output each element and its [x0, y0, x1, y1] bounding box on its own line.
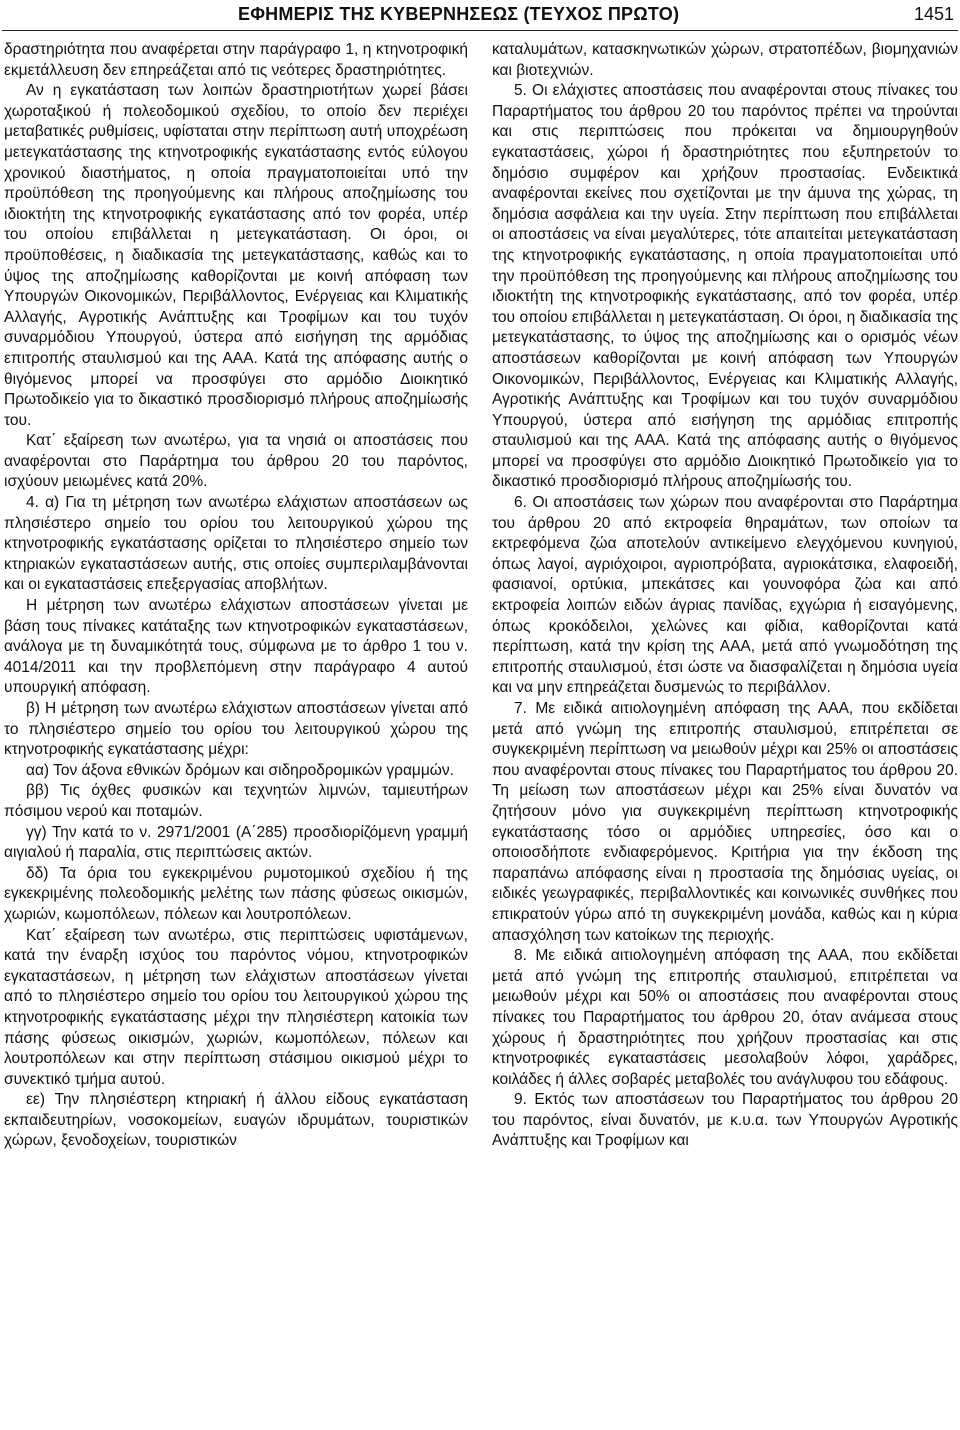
- paragraph: Κατ΄ εξαίρεση των ανωτέρω, στις περιπτώσεις υφιστάμενων, κατά την έναρξη ισχύος του παρόντος νόμου, κτηνοτροφικών εγκαταστάσεων, η μέτρηση των ελάχιστων αποστάσεων γίνεται από το πλησιέστερο σημείο του ορίου του λειτουργικού χώρου της κτηνοτροφικής εγκατάστασης μέχρι την πλησιέστερη κατοικία των πάσης φύσεως οικισμών, χωριών, κωμοπόλεων, πόλεων και λουτροπόλεων και στην περίπτωση στάσιμου οικισμού μέχρι το συνεκτικό τμήμα αυτού.: [4, 926, 468, 1088]
- paragraph: εε) Την πλησιέστερη κτηριακή ή άλλου είδους εγκατάσταση εκπαιδευτηρίων, νοσοκομείων, ευαγών ιδρυμάτων, τουριστικών χώρων, ξενοδοχείων, τουριστικών: [4, 1091, 468, 1150]
- paragraph: 9. Εκτός των αποστάσεων του Παραρτήματος του άρθρου 20 του παρόντος, είναι δυνατόν, με κ.υ.α. των Υπουργών Αγροτικής Ανάπτυξης και Τροφίμων και: [492, 1091, 958, 1150]
- page-header: [0, 0, 960, 34]
- paragraph: δραστηριότητα που αναφέρεται στην παράγραφο 1, η κτηνοτροφική εκμετάλλευση δεν επηρεάζεται από τις νεότερες δραστηριότητες.: [4, 41, 468, 79]
- page-number: 1451: [913, 4, 954, 24]
- paragraph: 6. Οι αποστάσεις των χώρων που αναφέρονται στο Παράρτημα του άρθρου 20 από εκτροφεία θηραμάτων, των οποίων τα εκτρεφόμενα ζώα αποτελούν αντικείμενο ελεγχόμενου κυνηγιού, όπως λαγοί, αγριόχοιροι, αγριοπρόβατα, αγριοκάτσικα, ελαφοειδή, φασιανοί, ορτύκια, μπεκάτσες και γουνοφόρα ζώα και από εκτροφεία λοιπών ειδών άγριας πανίδας, εχγώρια ή εισαγόμενης, όπως κροκόδειλοι, χελώνες και φίδια, καθορίζονται κατά περίπτωση, κατά την κρίση της ΑΑΑ, μετά από γνωμοδότηση της επιτροπής σταυλισμού, έτσι ώστε να διασφαλίζεται η δημόσια υγεία και να μην επηρεάζεται δυσμενώς το περιβάλλον.: [492, 494, 958, 697]
- paragraph: 4. α) Για τη μέτρηση των ανωτέρω ελάχιστων αποστάσεων ως πλησιέστερο σημείο του ορίου του λειτουργικού χώρου της κτηνοτροφικής εγκατάστασης ορίζεται το πλησιέστερο σημείο των κτηριακών εγκαταστάσεων αυτής, στις οποίες συμπεριλαμβάνονται και οι εγκαταστάσεις επεξεργασίας αποβλήτων.: [4, 494, 468, 594]
- paragraph: Αν η εγκατάσταση των λοιπών δραστηριοτήτων χωρεί βάσει χωροταξικού ή πολεοδομικού σχεδίου, το οποίο δεν περιέχει μεταβατικές ρυθμίσεις, υφίσταται στην περίπτωση αυτή υποχρέωση μετεγκατάστασης της κτηνοτροφικής εγκατάστασης εντός εύλογου χρονικού διαστήματος, η οποία πραγματοποιείται υπό την προϋπόθεση της προηγούμενης και πλήρους αποζημίωσης του ιδιοκτήτη της κτηνοτροφικής εγκατάστασης από τον φορέα, υπέρ του οποίου επιβάλλεται η μετεγκατάσταση. Οι όροι, οι προϋποθέσεις, η διαδικασία της μετεγκατάστασης, καθώς και το ύψος της αποζημίωσης καθορίζονται με κοινή απόφαση των Υπουργών Οικονομικών, Περιβάλλοντος, Ενέργειας και Κλιματικής Αλλαγής, Αγροτικής Ανάπτυξης και Τροφίμων και του τυχόν συναρμόδιου Υπουργού, ύστερα από εισήγηση της αρμόδιας επιτροπής σταυλισμού και της ΑΑΑ. Κατά της απόφασης αυτής ο θιγόμενος μπορεί να προσφύγει στο αρμόδιο Διοικητικό Πρωτοδικείο για το δικαστικό προσδιορισμό πλήρους αποζημίωσής του.: [4, 82, 468, 429]
- header-divider: [2, 30, 958, 31]
- paragraph: β) Η μέτρηση των ανωτέρω ελάχιστων αποστάσεων γίνεται από το πλησιέστερο σημείο του ορίου του λειτουργικού χώρου της κτηνοτροφικής εγκατάστασης μέχρι:: [4, 700, 468, 759]
- left-text-column: [4, 40, 468, 1428]
- paragraph: δδ) Τα όρια του εγκεκριμένου ρυμοτομικού σχεδίου ή της εγκεκριμένης πολεοδομικής μελέτης των πάσης φύσεως οικισμών, χωριών, κωμοπόλεων, πόλεων και λουτροπόλεων.: [4, 864, 468, 923]
- paragraph: 7. Με ειδικά αιτιολογημένη απόφαση της ΑΑΑ, που εκδίδεται μετά από γνώμη της επιτροπής σταυλισμού, επιτρέπεται σε συγκεκριμένη περίπτωση να μειωθούν μέχρι και 25% οι αποστάσεις που αναφέρονται στους πίνακες του Παραρτήματος του άρθρου 20. Τη μείωση των αποστάσεων μέχρι και 25% είναι δυνατόν να ζητήσουν μόνο για συγκεκριμένη περίπτωση κτηνοτροφικής εγκατάστασης τόσο οι αρμόδιες υπηρεσίες, όσο και ο οποιοσδήποτε ενδιαφερόμενος. Κριτήρια για την έκδοση της παραπάνω απόφασης είναι η προστασία της δημόσιας υγείας, οι ειδικές γεωγραφικές, περιβαλλοντικές και κοινωνικές συνθήκες που επικρατούν γύρω από τη συγκεκριμένη μονάδα, καθώς και η κύρια απασχόληση των κατοίκων της περιοχής.: [492, 700, 958, 944]
- paragraph: 5. Οι ελάχιστες αποστάσεις που αναφέρονται στους πίνακες του Παραρτήματος του άρθρου 20 του παρόντος πρέπει να τηρούνται και στις περιπτώσεις που πρόκειται να δημιουργηθούν εγκαταστάσεις, χώροι ή δραστηριότητες που εξυπηρετούν το δημόσιο συμφέρον και χρήζουν προστασίας. Ενδεικτικά αναφέρονται εκείνες που σχετίζονται με την άμυνα της χώρας, τη δημόσια ασφάλεια και την υγεία. Στην περίπτωση που επιβάλλεται οι αποστάσεις να είναι μεγαλύτερες, τότε απαιτείται μετεγκατάσταση της κτηνοτροφικής εγκατάστασης, η οποία πραγματοποιείται υπό την προϋπόθεση της προηγούμενης και πλήρους αποζημίωσης του ιδιοκτήτη της κτηνοτροφικής εγκατάστασης, από τον φορέα, υπέρ του οποίου επιβάλλεται η μετεγκατάσταση. Οι όροι, η διαδικασία της μετεγκατάστασης, το ύψος της αποζημίωσης και ο ορισμός νέων αποστάσεων καθορίζονται με κοινή απόφαση των Υπουργών Οικονομικών, Περιβάλλοντος, Ενέργειας και Κλιματικής Αλλαγής, Αγροτικής Ανάπτυξης και Τροφίμων και του τυχόν συναρμόδιου Υπουργού, ύστερα από εισήγηση της αρμόδιας επιτροπής σταυλισμού και της ΑΑΑ. Κατά της απόφασης αυτής ο θιγόμενος μπορεί να προσφύγει στο αρμόδιο Διοικητικό Πρωτοδικείο για το δικαστικό προσδιορισμό πλήρους αποζημίωσής του.: [492, 82, 958, 491]
- right-text-column: [492, 40, 958, 1428]
- paragraph: Η μέτρηση των ανωτέρω ελάχιστων αποστάσεων γίνεται με βάση τους πίνακες κατάταξης των κτηνοτροφικών εγκαταστάσεων, ανάλογα με τη δυναμικότητά τους, σύμφωνα με το άρθρο 1 του ν. 4014/2011 και την προβλεπόμενη στην παράγραφο 4 αυτού υπουργική απόφαση.: [4, 597, 468, 697]
- paragraph: αα) Τον άξονα εθνικών δρόμων και σιδηροδρομικών γραμμών.: [26, 761, 454, 779]
- paragraph: 8. Με ειδικά αιτιολογημένη απόφαση της ΑΑΑ, που εκδίδεται μετά από γνώμη της επιτροπής σταυλισμού, επιτρέπεται να μειωθούν μέχρι και 50% οι αποστάσεις που αναφέρονται στους πίνακες του Παραρτήματος του άρθρου 20, όταν ανάμεσα στους χώρους ή δραστηριότητες που χρήζουν προστασίας και στις κτηνοτροφικές εγκαταστάσεις μεσολαβούν λόφοι, χαράδρες, κοιλάδες ή άλλες σοβαρές μεταβολές του ανάγλυφου του εδάφους.: [492, 947, 958, 1088]
- paragraph: καταλυμάτων, κατασκηνωτικών χώρων, στρατοπέδων, βιομηχανιών και βιοτεχνιών.: [492, 41, 958, 79]
- paragraph: ββ) Τις όχθες φυσικών και τεχνητών λιμνών, ταμιευτήρων πόσιμου νερού και ποταμών.: [4, 782, 468, 820]
- paragraph: Κατ΄ εξαίρεση των ανωτέρω, για τα νησιά οι αποστάσεις που αναφέρονται στο Παράρτημα του άρθρου 20 του παρόντος, ισχύουν μειωμένες κατά 20%.: [4, 432, 468, 491]
- gazette-title: ΕΦΗΜΕΡΙΣ ΤΗΣ ΚΥΒΕΡΝΗΣΕΩΣ (ΤΕΥΧΟΣ ΠΡΩΤΟ): [238, 4, 680, 24]
- paragraph: γγ) Την κατά το ν. 2971/2001 (Α΄285) προσδιορίζόμενη γραμμή αιγιαλού ή παραλία, στις περιπτώσεις ακτών.: [4, 823, 468, 862]
